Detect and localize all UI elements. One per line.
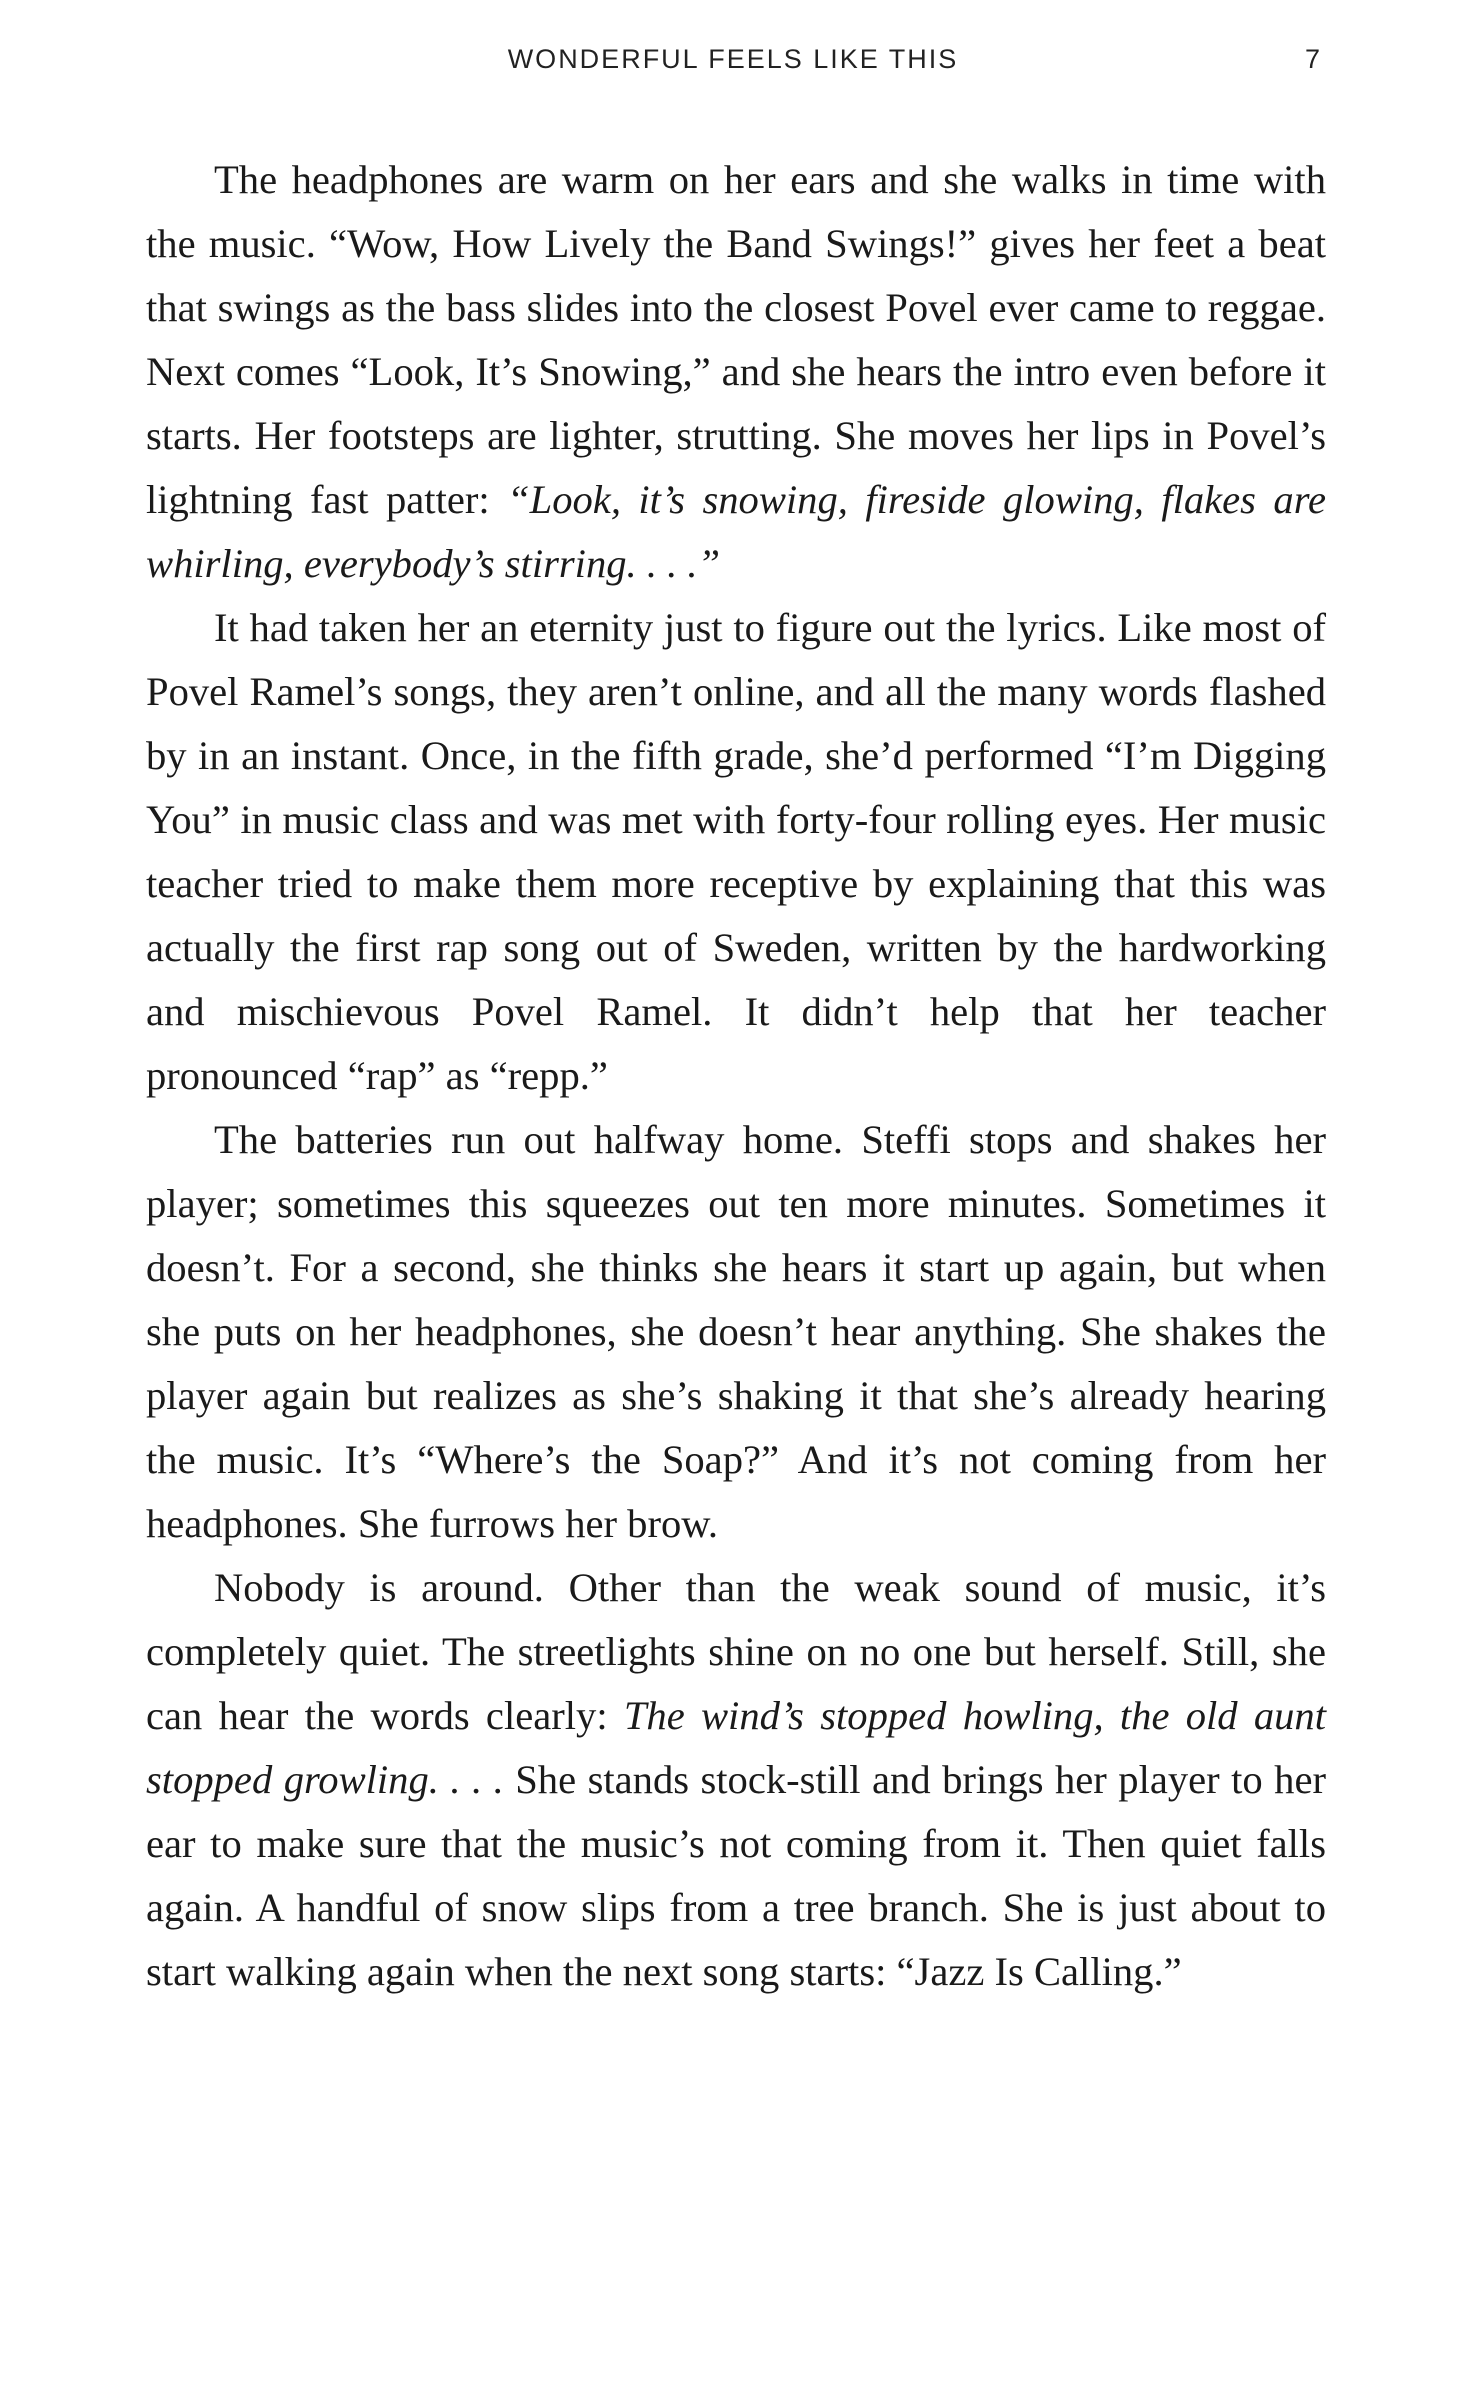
paragraph	[146, 148, 1326, 596]
paragraph	[146, 596, 1326, 1108]
italic-segment: “Look, it’s snowing, fireside glowing, flakes are whirling, everybody’s stirring. . . .”	[146, 477, 1326, 586]
text-segment: The headphones are warm on her ears and she walks in time with the music. “Wow, How Lively the Band Swings!” gives her feet a beat that swings as the bass slides into the closest Povel ever came to reggae. Next comes “Look, It’s Snowing,” and she hears the intro even before it starts. Her footsteps are lighter, strutting. She moves her lips in Povel’s lightning fast patter:	[146, 157, 1326, 522]
text-segment: It had taken her an eternity just to figure out the lyrics. Like most of Povel Ramel’s songs, they aren’t online, and all the many words flashed by in an instant. Once, in the fifth grade, she’d performed “I’m Digging You” in music class and was met with forty-four rolling eyes. Her music teacher tried to make them more receptive by explaining that this was actually the first rap song out of Sweden, written by the hardworking and mischievous Povel Ramel. It didn’t help that her teacher pronounced “rap” as “repp.”	[146, 605, 1326, 1098]
paragraph	[146, 1556, 1326, 2004]
italic-segment: The wind’s stopped howling, the old aunt stopped growling. . . .	[146, 1693, 1326, 1802]
page-number: 7	[1304, 44, 1320, 74]
text-segment: Nobody is around. Other than the weak sound of music, it’s completely quiet. The streetlights shine on no one but herself. Still, she can hear the words clearly:	[146, 1565, 1326, 1738]
body-text	[146, 148, 1326, 2004]
text-segment: She stands stock-still and brings her player to her ear to make sure that the music’s not coming from it. Then quiet falls again. A handful of snow slips from a tree branch. She is just about to start walking again when the next song starts: “Jazz Is Calling.”	[146, 1757, 1326, 1994]
text-segment: The batteries run out halfway home. Steffi stops and shakes her player; sometimes this squeezes out ten more minutes. Sometimes it doesn’t. For a second, she thinks she hears it start up again, but when she puts on her headphones, she doesn’t hear anything. She shakes the player again but realizes as she’s shaking it that she’s already hearing the music. It’s “Where’s the Soap?” And it’s not coming from her headphones. She furrows her brow.	[146, 1117, 1326, 1546]
running-head: WONDERFUL FEELS LIKE THIS	[507, 44, 959, 74]
paragraph	[146, 1108, 1326, 1556]
page-header	[146, 40, 1320, 80]
